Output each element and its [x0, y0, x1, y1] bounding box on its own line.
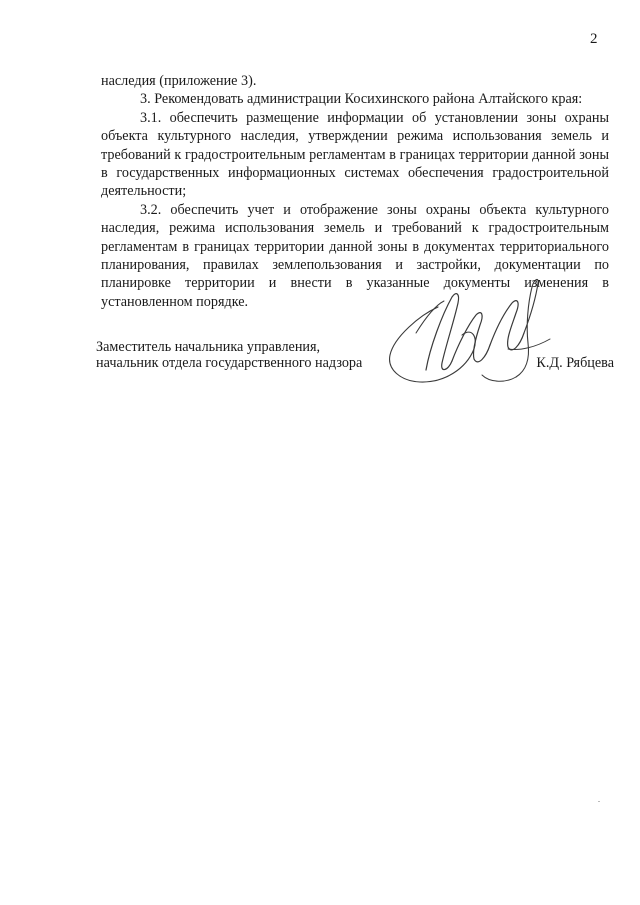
- paragraph-item-3: 3. Рекомендовать администрации Косихинского района Алтайского края:: [140, 91, 583, 108]
- signatory-position-line-2: начальник отдела государственного надзора: [96, 354, 363, 371]
- signatory-name: К.Д. Рябцева: [536, 355, 614, 371]
- paragraph-item-3-2: 3.2. обеспечить учет и отображение зоны охраны объекта культурного наследия, режима использования земель и требований к градостроительным регламентам в границах территории данной зоны в документах территориального планирования, правилах землепользования и застройки, документации по планировке территории и внести в указанные документы изменения в установленном порядке.: [101, 201, 609, 310]
- paragraph-continuation: наследия (приложение 3).: [101, 73, 257, 89]
- handwritten-signature: [386, 275, 554, 390]
- scan-speck: [598, 801, 600, 802]
- paragraph-item-3-1: 3.1. обеспечить размещение информации об установлении зоны охраны объекта культурного наследия, утверждении режима использования земель и требований к градостроительным регламентам в границах территории данной зоны в государственных информационных системах обеспечения градостроительной деятельности;: [101, 109, 609, 200]
- signatory-position: [96, 340, 396, 371]
- page-number: 2: [590, 31, 598, 47]
- signatory-position-line-1: Заместитель начальника управления,: [96, 339, 321, 355]
